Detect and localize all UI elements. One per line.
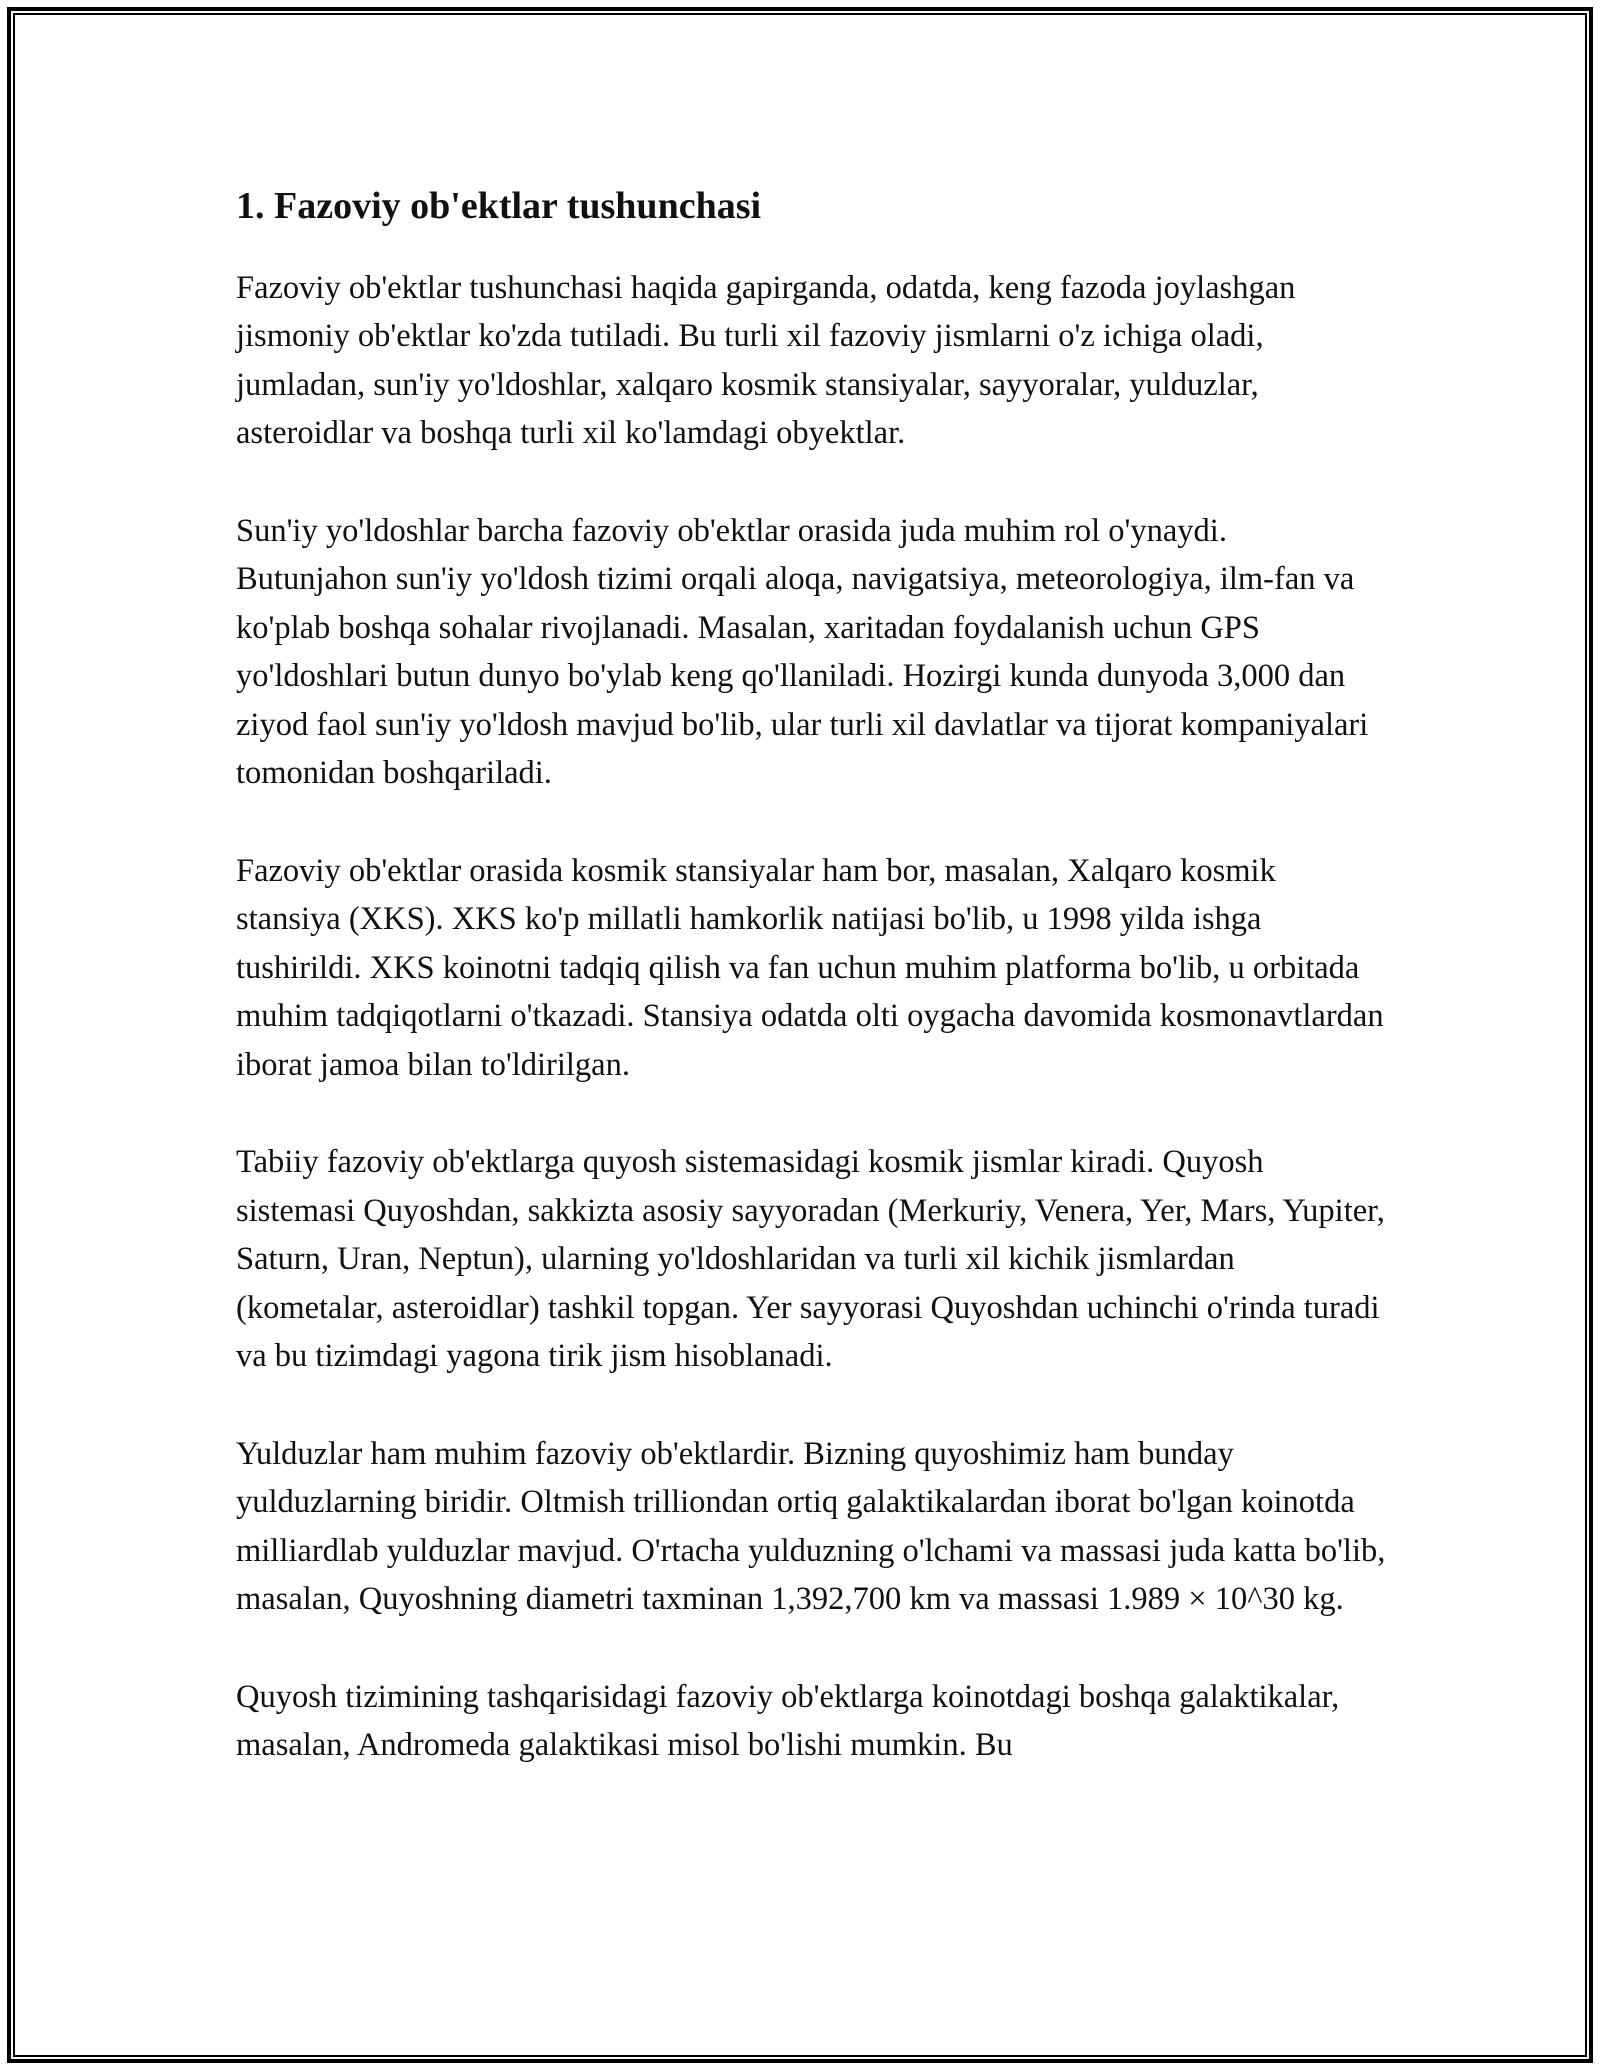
paragraph-5: Yulduzlar ham muhim fazoviy ob'ektlardir. Bizning quyoshimiz ham bunday yulduzlarning biridir. Oltmish trilliondan ortiq galaktikalardan iborat bo'lgan koinotda milliardlab yulduzlar mavjud. O'rtacha yulduzning o'lchami va massasi juda katta bo'lib, masalan, Quyoshning diametri taxminan 1,392,700 km va massasi 1.989 × 10^30 kg. — [236, 1435, 1386, 1618]
paragraph-3: Fazoviy ob'ektlar orasida kosmik stansiyalar ham bor, masalan, Xalqaro kosmik stansiya (XKS). XKS ko'p millatli hamkorlik natijasi bo'lib, u 1998 yilda ishga tushirildi. XKS koinotni tadqiq qilish va fan uchun muhim platforma bo'lib, u orbitada muhim tadqiqotlarni o'tkazadi. Stansiya odatda olti oygacha davomida kosmonavtlardan iborat jamoa bilan to'ldirilgan. — [236, 852, 1384, 1083]
document-body — [236, 184, 1386, 1819]
paragraph-2: Sun'iy yo'ldoshlar barcha fazoviy ob'ektlar orasida juda muhim rol o'ynaydi. Butunjahon sun'iy yo'ldosh tizimi orqali aloqa, navigatsiya, meteorologiya, ilm-fan va ko'plab boshqa sohalar rivojlanadi. Masalan, xaritadan foydalanish uchun GPS yo'ldoshlari butun dunyo bo'ylab keng qo'llaniladi. Hozirgi kunda dunyoda 3,000 dan ziyod faol sun'iy yo'ldosh mavjud bo'lib, ular turli xil davlatlar va tijorat kompaniyalari tomonidan boshqariladi. — [236, 512, 1369, 792]
paragraph-1: Fazoviy ob'ektlar tushunchasi haqida gapirganda, odatda, keng fazoda joylashgan jismoniy ob'ektlar ko'zda tutiladi. Bu turli xil fazoviy jismlarni o'z ichiga oladi, jumladan, sun'iy yo'ldoshlar, xalqaro kosmik stansiyalar, sayyoralar, yulduzlar, asteroidlar va boshqa turli xil ko'lamdagi obyektlar. — [236, 269, 1296, 452]
paragraph-6: Quyosh tizimining tashqarisidagi fazoviy ob'ektlarga koinotdagi boshqa galaktikalar, masalan, Andromeda galaktikasi misol bo'lishi mumkin. Bu — [236, 1678, 1340, 1764]
paragraph-4: Tabiiy fazoviy ob'ektlarga quyosh sistemasidagi kosmik jismlar kiradi. Quyosh sistemasi Quyoshdan, sakkizta asosiy sayyoradan (Merkuriy, Venera, Yer, Mars, Yupiter, Saturn, Uran, Neptun), ularning yo'ldoshlaridan va turli xil kichik jismlardan (kometalar, asteroidlar) tashkil topgan. Yer sayyorasi Quyoshdan uchinchi o'rinda turadi va bu tizimdagi yagona tirik jism hisoblanadi. — [236, 1144, 1385, 1375]
section-heading: 1. Fazoviy ob'ektlar tushunchasi — [236, 185, 762, 227]
